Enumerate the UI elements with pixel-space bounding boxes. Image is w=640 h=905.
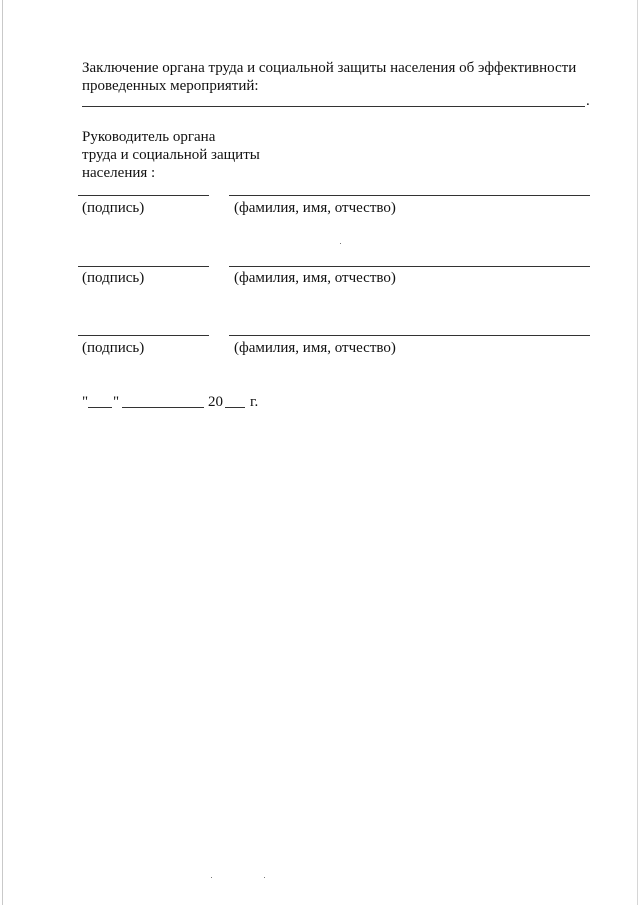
date-open-quote: " bbox=[82, 394, 89, 410]
conclusion-fill-line bbox=[82, 106, 585, 107]
name-line-2 bbox=[229, 266, 590, 267]
scan-speck bbox=[340, 243, 341, 244]
scan-speck bbox=[264, 877, 265, 878]
date-day-blank bbox=[88, 407, 112, 408]
date-month-blank bbox=[122, 407, 204, 408]
signature-line-1 bbox=[78, 195, 209, 196]
date-close-quote: " bbox=[113, 394, 120, 410]
signature-line-3 bbox=[78, 335, 209, 336]
signature-caption-3: (подпись) bbox=[82, 340, 145, 356]
name-caption-2: (фамилия, имя, отчество) bbox=[234, 270, 396, 286]
conclusion-line-2: проведенных мероприятий: bbox=[82, 78, 259, 94]
conclusion-end-mark: . bbox=[586, 93, 590, 109]
signature-caption-1: (подпись) bbox=[82, 200, 145, 216]
head-title-line-2: труда и социальной защиты bbox=[82, 147, 260, 163]
name-caption-1: (фамилия, имя, отчество) bbox=[234, 200, 396, 216]
conclusion-line-1: Заключение органа труда и социальной защиты населения об эффективности bbox=[82, 60, 577, 76]
page-edge-right bbox=[637, 0, 638, 905]
date-year-blank bbox=[225, 407, 245, 408]
name-line-3 bbox=[229, 335, 590, 336]
signature-line-2 bbox=[78, 266, 209, 267]
name-caption-3: (фамилия, имя, отчество) bbox=[234, 340, 396, 356]
signature-caption-2: (подпись) bbox=[82, 270, 145, 286]
date-year-suffix: г. bbox=[250, 394, 259, 410]
head-title-line-3: населения : bbox=[82, 165, 156, 181]
head-title-line-1: Руководитель органа bbox=[82, 129, 216, 145]
page-edge-left bbox=[2, 0, 3, 905]
date-year-prefix: 20 bbox=[208, 394, 223, 410]
name-line-1 bbox=[229, 195, 590, 196]
scan-speck bbox=[211, 877, 212, 878]
